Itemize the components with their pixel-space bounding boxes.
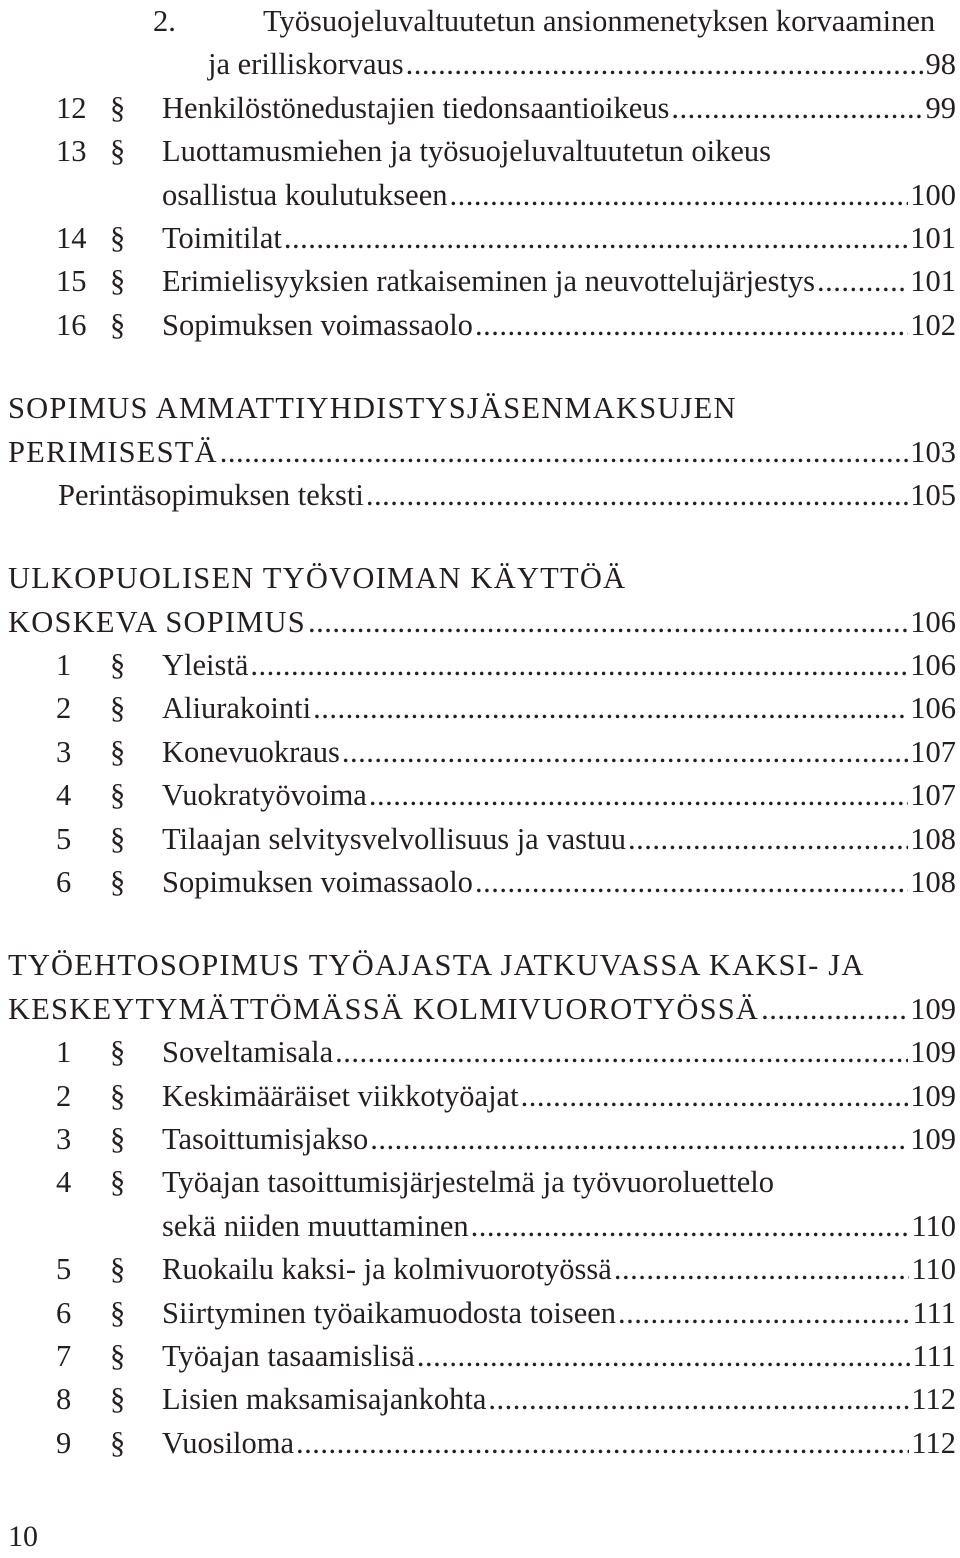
entry-number: 7 — [56, 1338, 72, 1373]
entry-number: 15 — [56, 264, 87, 299]
page-number: 101 — [910, 220, 956, 255]
section-sign: § — [110, 821, 126, 856]
section-sign: § — [110, 734, 126, 769]
toc-entry — [8, 861, 956, 904]
entry-title: Toimitilat — [162, 220, 282, 255]
section-sign: § — [110, 865, 126, 900]
entry-number: 2 — [56, 691, 72, 726]
section-sign: § — [110, 778, 126, 813]
toc-entry — [8, 687, 956, 730]
dot-leader — [406, 43, 924, 86]
dot-leader — [614, 1248, 910, 1291]
entry-number: 6 — [56, 865, 72, 900]
page-number: 109 — [910, 991, 956, 1026]
section-heading: SOPIMUS AMMATTIYHDISTYSJÄSENMAKSUJEN — [8, 391, 737, 426]
entry-number: 13 — [56, 134, 87, 169]
section-sign: § — [110, 1425, 126, 1460]
entry-title: Työajan tasoittumisjärjestelmä ja työvuoroluettelo — [162, 1165, 774, 1200]
dot-leader — [335, 1031, 908, 1074]
section-sign: § — [110, 1165, 126, 1200]
page-number: 111 — [912, 1338, 956, 1373]
entry-title: Perintäsopimuksen teksti — [58, 477, 364, 512]
table-of-contents — [8, 0, 956, 1465]
entry-number: 4 — [56, 1165, 72, 1200]
toc-entry — [8, 1378, 956, 1421]
entry-title: Siirtyminen työaikamuodosta toiseen — [162, 1295, 617, 1330]
toc-entry — [8, 1335, 956, 1378]
dot-leader — [250, 644, 908, 687]
dot-leader — [671, 87, 923, 130]
section-sign: § — [110, 691, 126, 726]
dot-leader — [370, 1118, 908, 1161]
section-sign: § — [110, 264, 126, 299]
entry-number: 8 — [56, 1382, 72, 1417]
toc-entry — [8, 217, 956, 260]
page-number: 110 — [911, 1252, 956, 1287]
section-sign: § — [110, 220, 126, 255]
section-sign: § — [110, 1121, 126, 1156]
entry-title: Vuosiloma — [162, 1425, 295, 1460]
entry-title: Erimielisyyksien ratkaiseminen ja neuvottelujärjestys — [162, 264, 816, 299]
section-heading-entry — [8, 431, 956, 474]
page-number: 105 — [910, 477, 956, 512]
section-heading: ULKOPUOLISEN TYÖVOIMAN KÄYTTÖÄ — [8, 561, 627, 596]
entry-number: 1 — [56, 648, 72, 683]
dot-leader — [488, 1378, 909, 1421]
section-sign: § — [110, 1382, 126, 1417]
toc-entry — [8, 260, 956, 303]
toc-entry — [8, 731, 956, 774]
entry-title: Työsuojeluvaltuutetun ansionmenetyksen korvaaminen — [263, 4, 936, 38]
entry-title: Sopimuksen voimassaolo — [162, 307, 473, 342]
toc-entry — [8, 1031, 956, 1074]
page-number: 110 — [911, 1208, 956, 1243]
page-number: 112 — [911, 1382, 956, 1417]
toc-entry-continuation — [8, 1205, 956, 1248]
toc-entry — [8, 130, 956, 173]
toc-entry — [8, 1248, 956, 1291]
entry-number: 3 — [56, 1121, 72, 1156]
toc-entry — [8, 1118, 956, 1161]
page-number: 103 — [910, 434, 956, 469]
toc-entry — [8, 1292, 956, 1335]
page-number: 107 — [910, 778, 956, 813]
toc-entry — [8, 0, 956, 43]
entry-title: Yleistä — [162, 648, 249, 683]
page-number: 109 — [910, 1078, 956, 1113]
page-number: 106 — [910, 691, 956, 726]
section-heading-entry — [8, 988, 956, 1031]
entry-number: 16 — [56, 307, 87, 342]
page-number: 111 — [912, 1295, 956, 1330]
section-sign: § — [110, 307, 126, 342]
page-number: 106 — [910, 648, 956, 683]
page-number: 99 — [925, 90, 956, 125]
section-heading: KESKEYTYMÄTTÖMÄSSÄ KOLMIVUOROTYÖSSÄ — [8, 991, 760, 1026]
section-sign: § — [110, 1078, 126, 1113]
section-heading: TYÖEHTOSOPIMUS TYÖAJASTA JATKUVASSA KAKSI- JA — [8, 948, 865, 983]
entry-title: sekä niiden muuttaminen — [162, 1208, 469, 1243]
toc-entry — [8, 818, 956, 861]
entry-title: Ruokailu kaksi- ja kolmivuorotyössä — [162, 1252, 612, 1287]
toc-entry — [8, 644, 956, 687]
entry-title: Vuokratyövoima — [162, 778, 367, 813]
dot-leader — [342, 731, 908, 774]
page-number: 108 — [910, 821, 956, 856]
entry-number: 5 — [56, 821, 72, 856]
entry-number: 9 — [56, 1425, 72, 1460]
dot-leader — [817, 260, 908, 303]
page-number: 109 — [910, 1121, 956, 1156]
entry-title: Luottamusmiehen ja työsuojeluvaltuutetun oikeus — [162, 134, 772, 169]
page-number: 106 — [910, 604, 956, 639]
page-number: 107 — [910, 734, 956, 769]
dot-leader — [618, 1292, 910, 1335]
page-number: 98 — [925, 47, 956, 82]
toc-entry-continuation — [8, 43, 956, 86]
dot-leader — [761, 988, 908, 1031]
dot-leader — [475, 861, 908, 904]
toc-entry — [8, 304, 956, 347]
section-sign: § — [110, 134, 126, 169]
toc-entry — [8, 87, 956, 130]
section-sign: § — [110, 1035, 126, 1070]
page-folio: 10 — [8, 1520, 38, 1553]
dot-leader — [308, 601, 908, 644]
dot-leader — [220, 431, 908, 474]
dot-leader — [369, 774, 908, 817]
toc-entry-continuation — [8, 174, 956, 217]
entry-number: 2. — [153, 4, 176, 38]
entry-title: Keskimääräiset viikkotyöajat — [162, 1078, 519, 1113]
dot-leader — [449, 174, 908, 217]
entry-title: Henkilöstönedustajien tiedonsaantioikeus — [162, 90, 670, 125]
dot-leader — [313, 687, 908, 730]
page-number: 100 — [910, 177, 956, 212]
toc-entry — [8, 774, 956, 817]
dot-leader — [475, 304, 908, 347]
section-sign: § — [110, 648, 126, 683]
entry-title: osallistua koulutukseen — [162, 177, 448, 212]
entry-number: 6 — [56, 1295, 72, 1330]
entry-number: 14 — [56, 220, 87, 255]
section-sign: § — [110, 90, 126, 125]
entry-number: 4 — [56, 778, 72, 813]
entry-title: Tasoittumisjakso — [162, 1121, 369, 1156]
page-number: 101 — [910, 264, 956, 299]
section-sign: § — [110, 1338, 126, 1373]
entry-title: Konevuokraus — [162, 734, 340, 769]
entry-number: 3 — [56, 734, 72, 769]
dot-leader — [296, 1422, 909, 1465]
entry-title: Lisien maksamisajankohta — [162, 1382, 487, 1417]
toc-entry — [8, 1075, 956, 1118]
dot-leader — [471, 1205, 910, 1248]
entry-title: Työajan tasaamislisä — [162, 1338, 415, 1373]
dot-leader — [417, 1335, 911, 1378]
page-number: 102 — [910, 307, 956, 342]
entry-title: Soveltamisala — [162, 1035, 334, 1070]
dot-leader — [284, 217, 908, 260]
section-sign: § — [110, 1252, 126, 1287]
toc-entry — [8, 474, 956, 517]
entry-number: 2 — [56, 1078, 72, 1113]
page-number: 109 — [910, 1035, 956, 1070]
section-heading-entry — [8, 601, 956, 644]
section-heading: KOSKEVA SOPIMUS — [8, 604, 306, 639]
dot-leader — [628, 818, 908, 861]
toc-entry — [8, 1422, 956, 1465]
entry-title: ja erilliskorvaus — [208, 47, 404, 82]
entry-title: Aliurakointi — [162, 691, 312, 726]
section-sign: § — [110, 1295, 126, 1330]
page-number: 112 — [911, 1425, 956, 1460]
dot-leader — [366, 474, 908, 517]
entry-number: 5 — [56, 1252, 72, 1287]
page-number: 108 — [910, 865, 956, 900]
dot-leader — [521, 1075, 909, 1118]
entry-number: 12 — [56, 90, 87, 125]
entry-number: 1 — [56, 1035, 72, 1070]
section-heading: PERIMISESTÄ — [8, 434, 218, 469]
toc-entry — [8, 1161, 956, 1204]
entry-title: Sopimuksen voimassaolo — [162, 865, 473, 900]
entry-title: Tilaajan selvitysvelvollisuus ja vastuu — [162, 821, 626, 856]
